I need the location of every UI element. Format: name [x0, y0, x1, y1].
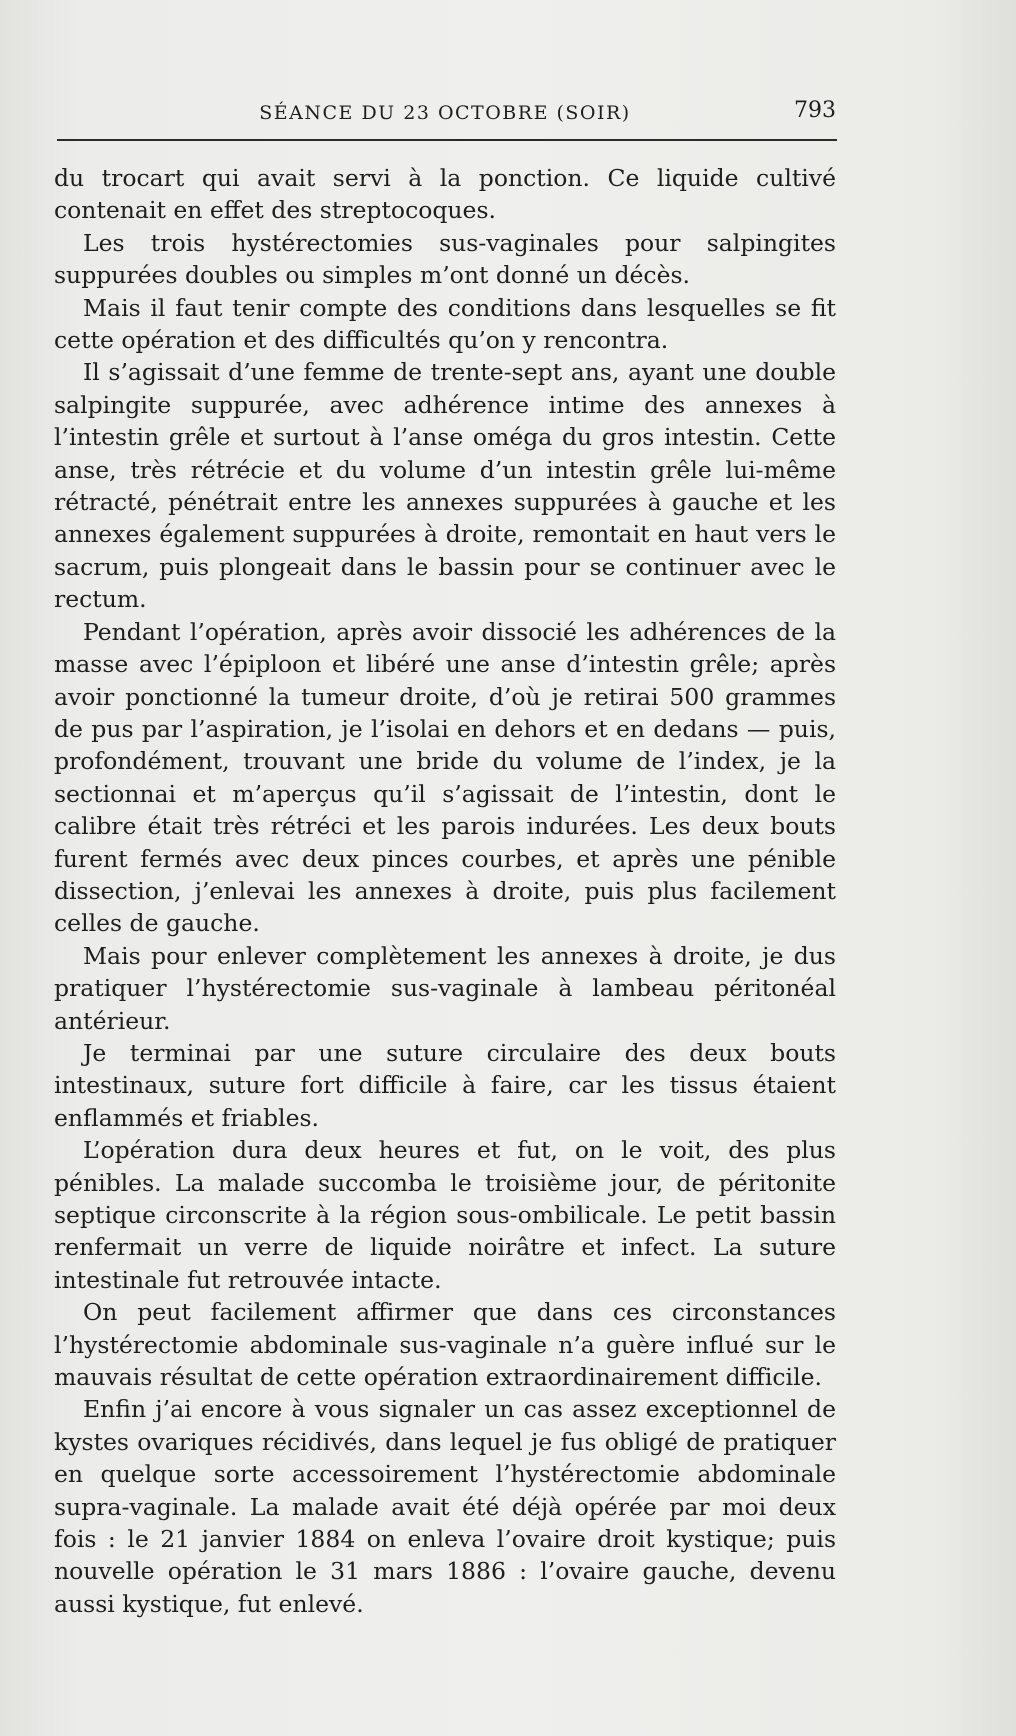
header-rule	[57, 139, 837, 141]
page-header	[54, 96, 836, 136]
paragraph-8: L’opération dura deux heures et fut, on le voit, des plus pénibles. La malade succomba le troisième jour, de péritonite septique circonscrite à la région sous-ombilicale. Le petit bassin renfermait un verre de liquide noirâtre et infect. La suture intestinale fut retrouvée intacte.	[54, 1136, 836, 1294]
paragraph-2: Les trois hystérectomies sus-vaginales pour salpingites suppurées doubles ou simples m’ont donné un décès.	[54, 228, 836, 290]
page-number: 793	[794, 98, 836, 123]
paragraph-4: Il s’agissait d’une femme de trente-sept ans, ayant une double salpingite suppurée, avec adhérence intime des annexes à l’intestin grêle et surtout à l’anse oméga du gros intestin. Cette anse, très rétrécie et du volume d’un intestin grêle lui-même rétracté, pénétrait entre les annexes suppurées à gauche et les annexes également suppurées à droite, remontait en haut vers le sacrum, puis plongeait dans le bassin pour se continuer avec le rectum.	[54, 358, 836, 614]
paragraph-9: On peut facilement affirmer que dans ces circonstances l’hystérectomie abdominale sus-vaginale n’a guère influé sur le mauvais résultat de cette opération extraordinairement difficile.	[54, 1298, 836, 1392]
paragraph-3: Mais il faut tenir compte des conditions dans lesquelles se fit cette opération et des difficultés qu’on y rencontra.	[54, 293, 836, 355]
paragraph-10: Enfin j’ai encore à vous signaler un cas assez exceptionnel de kystes ovariques récidivés, dans lequel je fus obligé de pratiquer en quelque sorte accessoirement l’hystérectomie abdominale supra-vaginale. La malade avait été déjà opérée par moi deux fois : le 21 janvier 1884 on enleva l’ovaire droit kystique; puis nouvelle opération le 31 mars 1886 : l’ovaire gauche, devenu aussi kystique, fut enlevé.	[54, 1395, 836, 1618]
paragraph-6: Mais pour enlever complètement les annexes à droite, je dus pratiquer l’hystérectomie sus-vaginale à lambeau péritonéal antérieur.	[54, 941, 836, 1035]
paragraph-7: Je terminai par une suture circulaire des deux bouts intestinaux, suture fort difficile à faire, car les tissus étaient enflammés et friables.	[54, 1038, 836, 1132]
paragraph-1: du trocart qui avait servi à la ponction. Ce liquide cultivé contenait en effet des streptocoques.	[54, 164, 836, 225]
running-title: SÉANCE DU 23 OCTOBRE (SOIR)	[259, 102, 631, 124]
paragraph-5: Pendant l’opération, après avoir dissocié les adhérences de la masse avec l’épiploon et libéré une anse d’intestin grêle; après avoir ponctionné la tumeur droite, d’où je retirai 500 grammes de pus par l’aspiration, je l’isolai en dehors et en dedans — puis, profondément, trouvant une bride du volume de l’index, je la sectionnai et m’aperçus qu’il s’agissait de l’intestin, dont le calibre était très rétréci et les parois indurées. Les deux bouts furent fermés avec deux pinces courbes, et après une pénible dissection, j’enlevai les annexes à droite, puis plus facilement celles de gauche.	[54, 617, 836, 938]
body-text	[54, 162, 836, 1620]
